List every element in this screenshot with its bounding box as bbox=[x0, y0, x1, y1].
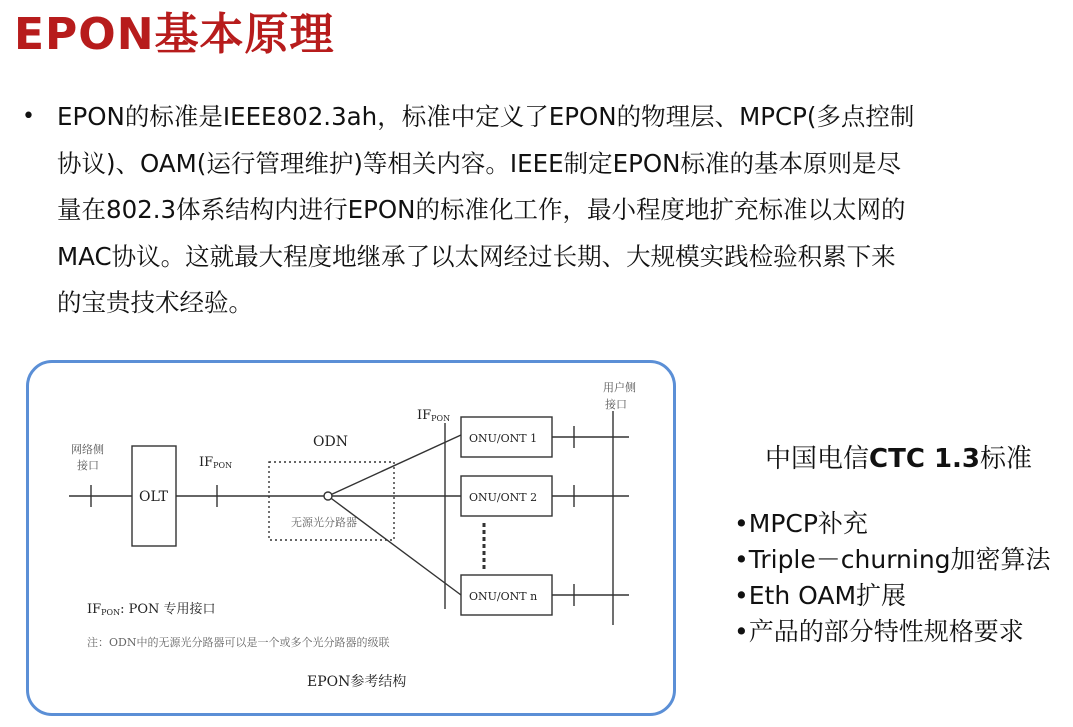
list-item: •产品的部分特性规格要求 bbox=[734, 617, 1024, 646]
diagram-caption: EPON参考结构 bbox=[307, 674, 407, 690]
list-item: •Eth OAM扩展 bbox=[734, 581, 907, 610]
odn-label: ODN bbox=[313, 434, 348, 450]
onu-label-n: ONU/ONT n bbox=[469, 590, 538, 603]
ctc-feature-list bbox=[734, 506, 1051, 650]
olt-label: OLT bbox=[139, 489, 168, 505]
splitter-label: 无源光分路器 bbox=[291, 516, 357, 529]
onu-label-1: ONU/ONT 1 bbox=[469, 432, 538, 445]
if-pon-label-2: IFPON bbox=[417, 408, 451, 423]
user-side-label: 接口 bbox=[605, 398, 627, 411]
splitter-node bbox=[324, 492, 332, 500]
diagram-note: 注：ODN中的无源光分路器可以是一个或多个光分路器的级联 bbox=[87, 636, 390, 649]
intro-paragraph bbox=[57, 94, 1062, 327]
list-item: •Triple－churning加密算法 bbox=[734, 545, 1051, 574]
paragraph-line: 的宝贵技术经验。 bbox=[57, 288, 253, 317]
user-side-label: 用户侧 bbox=[603, 381, 636, 394]
bullet-marker: • bbox=[22, 104, 35, 129]
network-side-label: 网络侧 bbox=[71, 443, 104, 456]
list-item: •MPCP补充 bbox=[734, 509, 868, 538]
page-title: EPON基本原理 bbox=[14, 9, 335, 60]
epon-diagram bbox=[29, 363, 673, 713]
onu-label-2: ONU/ONT 2 bbox=[469, 491, 538, 504]
epon-reference-figure bbox=[26, 360, 676, 716]
legend-text: IFPON: PON 专用接口 bbox=[87, 602, 216, 617]
paragraph-line: 协议)、OAM(运行管理维护)等相关内容。IEEE制定EPON标准的基本原则是尽 bbox=[57, 148, 901, 178]
paragraph-line: 量在802.3体系结构内进行EPON的标准化工作，最小程度地扩充标准以太网的 bbox=[57, 195, 906, 224]
ctc-title: 中国电信CTC 1.3标准 bbox=[765, 444, 1033, 474]
paragraph-line: MAC协议。这就最大程度地继承了以太网经过长期、大规模实践检验积累下来 bbox=[57, 241, 896, 271]
if-pon-label: IFPON bbox=[199, 455, 233, 470]
paragraph-line: EPON的标准是IEEE802.3ah，标准中定义了EPON的物理层、MPCP(多点控制 bbox=[57, 102, 915, 131]
network-side-label: 接口 bbox=[77, 459, 99, 472]
